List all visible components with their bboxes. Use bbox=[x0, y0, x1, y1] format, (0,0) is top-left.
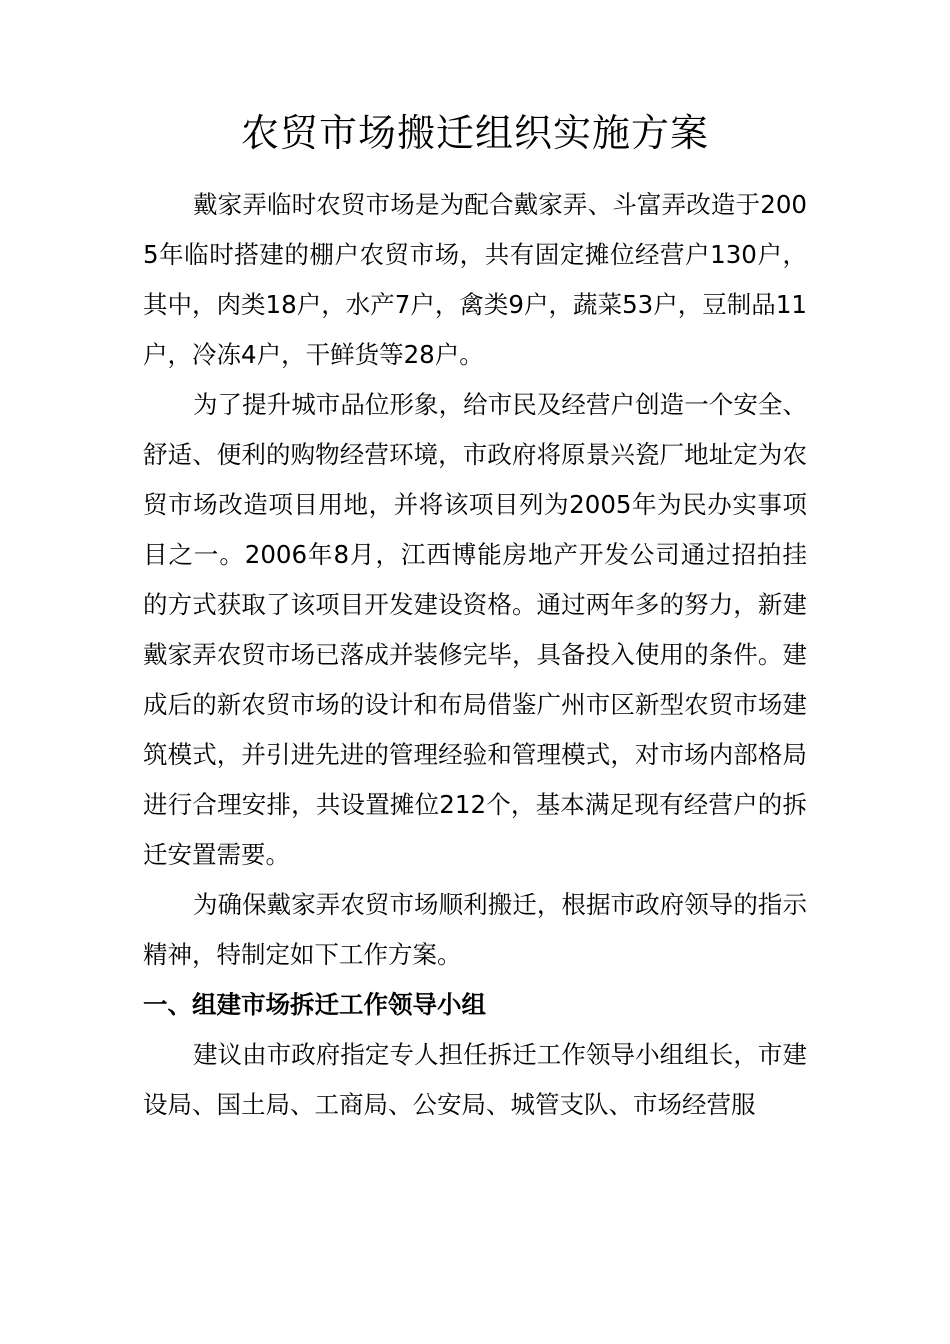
paragraph-leadership-group: 建议由市政府指定专人担任拆迁工作领导小组组长，市建设局、国土局、工商局、公安局、城管支队、市场经营服 bbox=[143, 1040, 807, 1119]
paragraph-project-background: 为了提升城市品位形象，给市民及经营户创造一个安全、舒适、便利的购物经营环境，市政府将原景兴瓷厂地址定为农贸市场改造项目用地，并将该项目列为2005年为民办实事项目之一。2006年8月，江西博能房地产开发公司通过招拍挂的方式获取了该项目开发建设资格。通过两年多的努力，新建戴家弄农贸市场已落成并装修完毕，具备投入使用的条件。建成后的新农贸市场的设计和布局借鉴广州市区新型农贸市场建筑模式，并引进先进的管理经验和管理模式，对市场内部格局进行合理安排，共设置摊位212个，基本满足现有经营户的拆迁安置需要。 bbox=[143, 390, 807, 869]
paragraph-market-overview: 戴家弄临时农贸市场是为配合戴家弄、斗富弄改造于2005年临时搭建的棚户农贸市场，共有固定摊位经营户130户，其中，肉类18户，水产7户，禽类9户，蔬菜53户，豆制品11户，冷冻4户，干鲜货等28户。 bbox=[143, 190, 807, 369]
paragraph-plan-purpose: 为确保戴家弄农贸市场顺利搬迁，根据市政府领导的指示精神，特制定如下工作方案。 bbox=[143, 890, 807, 969]
document-body bbox=[143, 180, 807, 1130]
section-heading-leadership-group: 一、组建市场拆迁工作领导小组 bbox=[143, 990, 486, 1019]
document-title: 农贸市场搬迁组织实施方案 bbox=[240, 111, 709, 155]
